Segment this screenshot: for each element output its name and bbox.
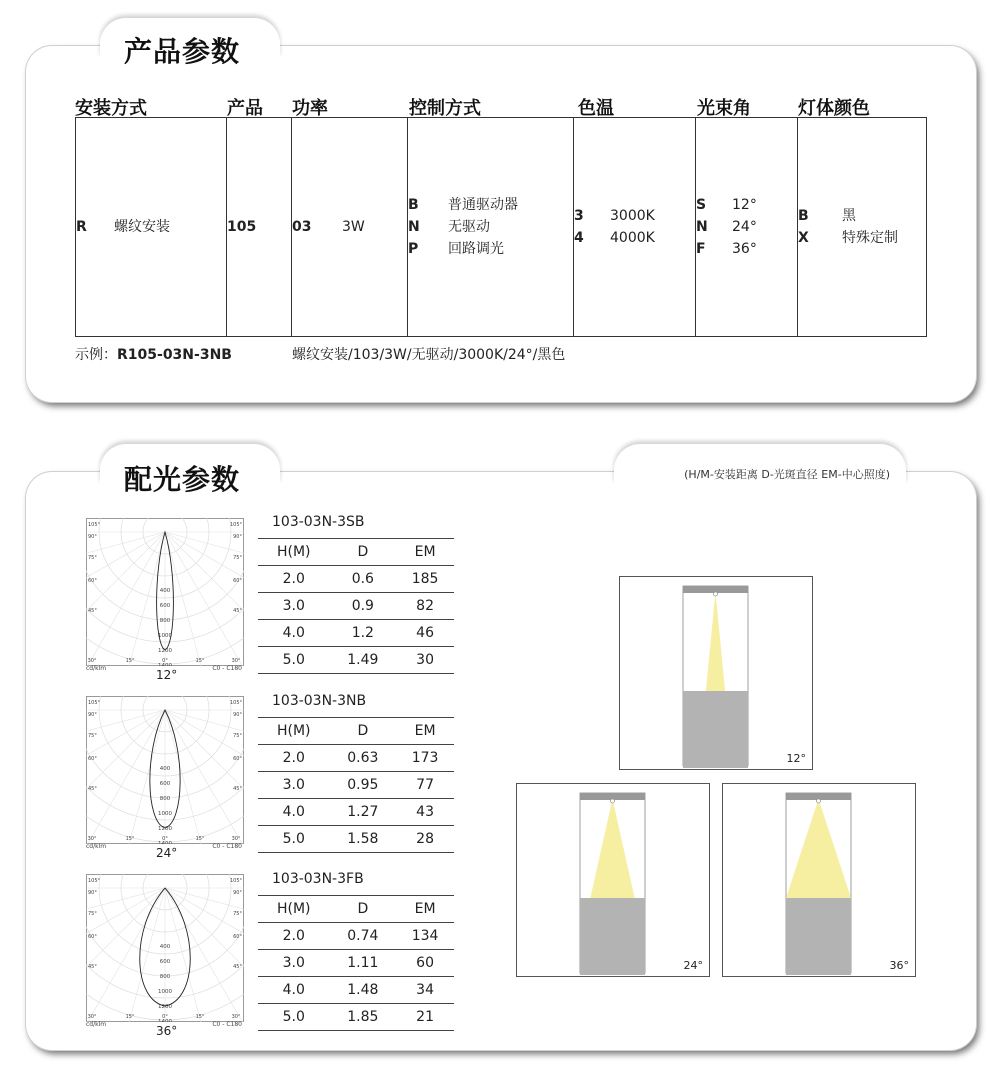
angle-label: 45° bbox=[233, 608, 242, 614]
unit-label: cd/klm bbox=[86, 843, 107, 850]
color-label: 特殊定制 bbox=[842, 230, 898, 246]
table-row bbox=[258, 647, 454, 674]
angle-label: 90° bbox=[233, 534, 242, 540]
cell: 43 bbox=[396, 799, 454, 826]
ring-label: 1400 bbox=[158, 663, 172, 666]
angle-label: 45° bbox=[233, 786, 242, 792]
beam-illustration bbox=[517, 784, 709, 976]
header-mount: 安装方式 bbox=[75, 98, 147, 119]
cell: 4.0 bbox=[258, 977, 329, 1004]
beam-angle-label: 24° bbox=[683, 959, 703, 972]
polar-plot bbox=[86, 874, 244, 1022]
photometric-table bbox=[258, 538, 454, 674]
cell: 3.0 bbox=[258, 593, 329, 620]
polar-plot bbox=[86, 518, 244, 666]
cell-beam bbox=[696, 118, 798, 337]
table-row bbox=[258, 950, 454, 977]
cell: 1.2 bbox=[329, 620, 396, 647]
section-title: 配光参数 bbox=[124, 463, 241, 496]
angle-label: 45° bbox=[88, 786, 97, 792]
cell: 46 bbox=[396, 620, 454, 647]
angle-label: 105° bbox=[229, 700, 242, 706]
beam-code: N bbox=[696, 219, 708, 235]
cell: 5.0 bbox=[258, 647, 329, 674]
beam-diagram bbox=[619, 576, 813, 770]
cell-power bbox=[292, 118, 408, 337]
angle-label: 105° bbox=[88, 522, 101, 528]
control-label: 回路调光 bbox=[448, 241, 504, 257]
ring-label: 600 bbox=[159, 959, 171, 965]
example-desc: 螺纹安装/103/3W/无驱动/3000K/24°/黑色 bbox=[292, 347, 566, 363]
cell-color bbox=[798, 118, 927, 337]
cell: 5.0 bbox=[258, 1004, 329, 1031]
legend-note: (H/M-安装距离 D-光斑直径 EM-中心照度) bbox=[684, 468, 890, 481]
angle-label: 75° bbox=[88, 555, 97, 561]
angle-label: 75° bbox=[233, 733, 242, 739]
ring-label: 800 bbox=[159, 618, 171, 624]
polar-diagram bbox=[86, 696, 244, 860]
col-header: EM bbox=[396, 718, 454, 745]
angle-label: 90° bbox=[88, 712, 97, 718]
color-label: 黑 bbox=[842, 208, 856, 224]
model-title: 103-03N-3FB bbox=[272, 871, 364, 887]
cell: 0.74 bbox=[329, 923, 396, 950]
cell: 77 bbox=[396, 772, 454, 799]
beam-angle-caption: 24° bbox=[156, 846, 178, 860]
cell: 1.58 bbox=[329, 826, 396, 853]
cell: 1.85 bbox=[329, 1004, 396, 1031]
cell: 1.48 bbox=[329, 977, 396, 1004]
cell: 0.9 bbox=[329, 593, 396, 620]
angle-label: 60° bbox=[233, 578, 242, 584]
ring-label: 1400 bbox=[158, 1019, 172, 1022]
col-header: H(M) bbox=[258, 718, 329, 745]
angle-label: 0° bbox=[162, 836, 168, 842]
luminaire-icon bbox=[611, 799, 615, 803]
angle-label: 15° bbox=[195, 836, 205, 842]
ring-label: 600 bbox=[159, 603, 171, 609]
angle-label: 30° bbox=[87, 836, 97, 842]
color-code: X bbox=[798, 230, 809, 246]
spec-table bbox=[75, 117, 927, 337]
angle-label: 30° bbox=[231, 836, 241, 842]
angle-label: 105° bbox=[229, 878, 242, 884]
example-prefix: 示例： bbox=[75, 347, 117, 363]
angle-label: 75° bbox=[88, 733, 97, 739]
cell: 134 bbox=[396, 923, 454, 950]
header-product: 产品 bbox=[227, 98, 263, 119]
beam-code: F bbox=[696, 241, 706, 257]
control-label: 无驱动 bbox=[448, 219, 490, 235]
cell: 185 bbox=[396, 566, 454, 593]
cell: 28 bbox=[396, 826, 454, 853]
angle-label: 45° bbox=[88, 608, 97, 614]
ring-label: 400 bbox=[159, 944, 171, 950]
header-power: 功率 bbox=[292, 98, 328, 119]
cell: 21 bbox=[396, 1004, 454, 1031]
cct-code: 3 bbox=[574, 208, 584, 224]
col-header: H(M) bbox=[258, 896, 329, 923]
angle-label: 0° bbox=[162, 658, 168, 664]
angle-label: 105° bbox=[88, 878, 101, 884]
beam-angle-caption: 36° bbox=[156, 1024, 178, 1038]
luminaire-icon bbox=[714, 592, 718, 596]
cell: 2.0 bbox=[258, 745, 329, 772]
cell: 0.63 bbox=[329, 745, 396, 772]
beam-illustration bbox=[723, 784, 915, 976]
angle-label: 90° bbox=[88, 890, 97, 896]
header-beam: 光束角 bbox=[697, 98, 751, 119]
col-header: EM bbox=[396, 896, 454, 923]
angle-label: 60° bbox=[88, 934, 97, 940]
ring-label: 1400 bbox=[158, 841, 172, 844]
angle-label: 60° bbox=[233, 934, 242, 940]
angle-label: 60° bbox=[88, 756, 97, 762]
control-code: B bbox=[408, 197, 419, 213]
polar-diagram bbox=[86, 874, 244, 1038]
table-row bbox=[258, 977, 454, 1004]
header-color: 灯体颜色 bbox=[798, 98, 870, 119]
ring-label: 1000 bbox=[158, 633, 172, 639]
beam-label: 24° bbox=[732, 219, 757, 235]
angle-label: 90° bbox=[88, 534, 97, 540]
cell: 0.95 bbox=[329, 772, 396, 799]
cell: 3.0 bbox=[258, 772, 329, 799]
polar-plot bbox=[86, 696, 244, 844]
cell: 0.6 bbox=[329, 566, 396, 593]
angle-label: 45° bbox=[233, 964, 242, 970]
angle-label: 105° bbox=[88, 700, 101, 706]
beam-diagram bbox=[516, 783, 710, 977]
angle-label: 15° bbox=[125, 1014, 135, 1020]
col-header: D bbox=[329, 718, 396, 745]
ring-label: 600 bbox=[159, 781, 171, 787]
example-line bbox=[75, 344, 232, 364]
cct-code: 4 bbox=[574, 230, 584, 246]
power-label: 3W bbox=[342, 219, 365, 235]
cell: 5.0 bbox=[258, 826, 329, 853]
angle-label: 90° bbox=[233, 712, 242, 718]
ring-label: 800 bbox=[159, 974, 171, 980]
control-code: N bbox=[408, 219, 420, 235]
cell: 60 bbox=[396, 950, 454, 977]
cell-product bbox=[227, 118, 292, 337]
table-row bbox=[258, 826, 454, 853]
angle-label: 60° bbox=[88, 578, 97, 584]
unit-label: cd/klm bbox=[86, 665, 107, 672]
power-code: 03 bbox=[292, 219, 312, 235]
col-header: H(M) bbox=[258, 539, 329, 566]
table-row bbox=[258, 799, 454, 826]
angle-label: 75° bbox=[233, 555, 242, 561]
cell: 173 bbox=[396, 745, 454, 772]
floor-block bbox=[580, 898, 645, 975]
ring-label: 1200 bbox=[158, 648, 172, 654]
angle-label: 30° bbox=[231, 658, 241, 664]
example-code: R105-03N-3NB bbox=[117, 347, 232, 363]
beam-angle-caption: 12° bbox=[156, 668, 178, 682]
angle-label: 30° bbox=[87, 658, 97, 664]
photometric-table bbox=[258, 895, 454, 1031]
angle-label: 45° bbox=[88, 964, 97, 970]
section-title: 产品参数 bbox=[124, 35, 241, 68]
cell-control bbox=[408, 118, 574, 337]
mount-code: R bbox=[76, 219, 87, 235]
polar-diagram bbox=[86, 518, 244, 682]
product-params-card bbox=[26, 35, 976, 402]
ring-label: 1000 bbox=[158, 989, 172, 995]
beam-illustration bbox=[620, 577, 812, 769]
table-row bbox=[258, 1004, 454, 1031]
luminaire-icon bbox=[817, 799, 821, 803]
angle-label: 90° bbox=[233, 890, 242, 896]
table-row bbox=[258, 772, 454, 799]
floor-block bbox=[786, 898, 851, 975]
table-row bbox=[258, 923, 454, 950]
angle-label: 15° bbox=[195, 658, 205, 664]
cct-label: 4000K bbox=[610, 230, 655, 246]
header-control: 控制方式 bbox=[409, 98, 481, 119]
unit-label: cd/klm bbox=[86, 1021, 107, 1028]
cell: 1.27 bbox=[329, 799, 396, 826]
table-row bbox=[258, 566, 454, 593]
photometric-table bbox=[258, 717, 454, 853]
table-row bbox=[258, 593, 454, 620]
cell: 2.0 bbox=[258, 566, 329, 593]
cell-mount bbox=[76, 118, 227, 337]
beam-label: 12° bbox=[732, 197, 757, 213]
ring-label: 400 bbox=[159, 766, 171, 772]
product-code: 105 bbox=[227, 219, 257, 235]
angle-label: 30° bbox=[231, 1014, 241, 1020]
ring-label: 1000 bbox=[158, 811, 172, 817]
cell: 82 bbox=[396, 593, 454, 620]
table-row bbox=[258, 745, 454, 772]
angle-label: 75° bbox=[233, 911, 242, 917]
curve-legend: C0 - C180 bbox=[212, 665, 242, 672]
ring-label: 1200 bbox=[158, 826, 172, 832]
cell: 4.0 bbox=[258, 799, 329, 826]
cell: 1.49 bbox=[329, 647, 396, 674]
col-header: D bbox=[329, 896, 396, 923]
angle-label: 0° bbox=[162, 1014, 168, 1020]
beam-diagram bbox=[722, 783, 916, 977]
cell-cct bbox=[574, 118, 696, 337]
color-code: B bbox=[798, 208, 809, 224]
ring-label: 800 bbox=[159, 796, 171, 802]
beam-label: 36° bbox=[732, 241, 757, 257]
cell: 1.11 bbox=[329, 950, 396, 977]
curve-legend: C0 - C180 bbox=[212, 843, 242, 850]
mount-label: 螺纹安装 bbox=[114, 219, 170, 235]
angle-label: 15° bbox=[125, 836, 135, 842]
control-label: 普通驱动器 bbox=[448, 197, 518, 213]
beam-angle-label: 12° bbox=[786, 752, 806, 765]
header-cct: 色温 bbox=[578, 98, 614, 119]
photometric-card bbox=[26, 463, 976, 1050]
angle-label: 15° bbox=[125, 658, 135, 664]
beam-angle-label: 36° bbox=[889, 959, 909, 972]
curve-legend: C0 - C180 bbox=[212, 1021, 242, 1028]
angle-label: 30° bbox=[87, 1014, 97, 1020]
table-row bbox=[258, 620, 454, 647]
angle-label: 60° bbox=[233, 756, 242, 762]
col-header: EM bbox=[396, 539, 454, 566]
angle-label: 105° bbox=[229, 522, 242, 528]
cell: 2.0 bbox=[258, 923, 329, 950]
cell: 4.0 bbox=[258, 620, 329, 647]
ring-label: 400 bbox=[159, 588, 171, 594]
beam-code: S bbox=[696, 197, 707, 213]
model-title: 103-03N-3NB bbox=[272, 693, 367, 709]
ring-label: 1200 bbox=[158, 1004, 172, 1010]
angle-label: 75° bbox=[88, 911, 97, 917]
control-code: P bbox=[408, 241, 419, 257]
cell: 30 bbox=[396, 647, 454, 674]
angle-label: 15° bbox=[195, 1014, 205, 1020]
cell: 3.0 bbox=[258, 950, 329, 977]
cell: 34 bbox=[396, 977, 454, 1004]
col-header: D bbox=[329, 539, 396, 566]
cct-label: 3000K bbox=[610, 208, 655, 224]
floor-block bbox=[683, 691, 748, 768]
model-title: 103-03N-3SB bbox=[272, 514, 365, 530]
